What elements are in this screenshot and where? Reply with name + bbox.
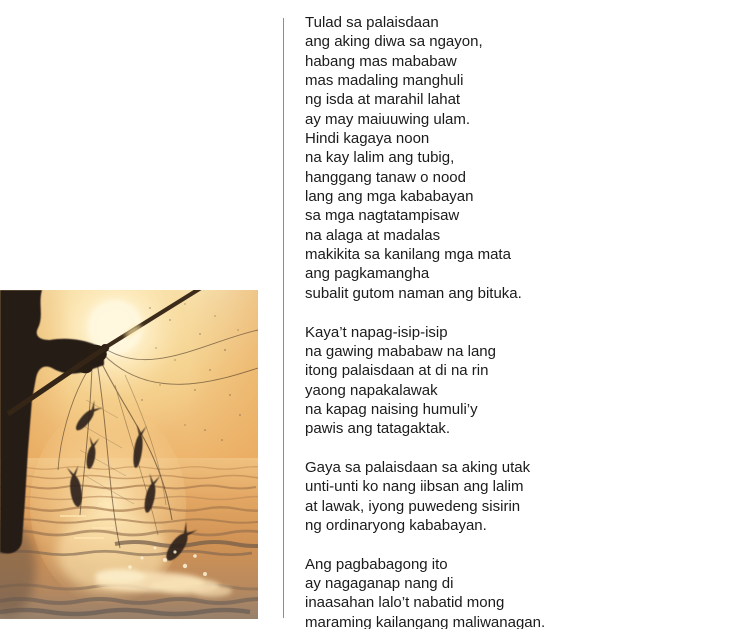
poem-line: subalit gutom naman ang bituka. — [305, 284, 522, 302]
poem-line: na gawing mababaw na lang — [305, 342, 496, 360]
poem-stanza-2 — [305, 323, 725, 439]
fisherman-sunset-photo — [0, 290, 258, 619]
poem-line: ang pagkamangha — [305, 265, 430, 283]
poem-line: unti-unti ko nang iibsan ang lalim — [305, 478, 524, 496]
poem-line: makikita sa kanilang mga mata — [305, 246, 511, 264]
poem-line: na kapag naising humuli’y — [305, 400, 478, 418]
poem-line: maraming kailangang maliwanagan. — [305, 613, 546, 629]
poem-line: ng isda at marahil lahat — [305, 91, 461, 109]
poem-line: mas madaling manghuli — [305, 72, 464, 90]
poem-line: habang mas mababaw — [305, 52, 457, 70]
poem-line: ay may maiuuwing ulam. — [305, 110, 471, 128]
poem-line: ng ordinaryong kababayan. — [305, 516, 487, 534]
poem-line: yaong napakalawak — [305, 381, 438, 399]
poem-stanza-3 — [305, 458, 725, 535]
poem-line: sa mga nagtatampisaw — [305, 207, 460, 225]
poem-stanza-4 — [305, 555, 725, 629]
poem-line: ang aking diwa sa ngayon, — [305, 33, 483, 51]
poem-line: na kay lalim ang tubig, — [305, 149, 455, 167]
poem-text — [305, 13, 725, 629]
poem-line: Tulad sa palaisdaan — [305, 14, 439, 31]
sunset-photo-illustration — [0, 290, 258, 619]
poem-line: ay nagaganap nang di — [305, 574, 454, 592]
poem-stanza-1 — [305, 13, 725, 303]
poem-line: lang ang mga kababayan — [305, 188, 474, 206]
poem-line: na alaga at madalas — [305, 226, 441, 244]
poem-line: hanggang tanaw o nood — [305, 168, 466, 186]
poem-line: pawis ang tatagaktak. — [305, 420, 451, 438]
poem-line: Kaya’t napag-isip-isip — [305, 323, 448, 341]
vertical-divider — [283, 18, 284, 618]
poem-line: Ang pagbabagong ito — [305, 555, 448, 573]
poem-line: at lawak, iyong puwedeng sisirin — [305, 497, 521, 515]
poem-line: Gaya sa palaisdaan sa aking utak — [305, 458, 531, 476]
poem-line: inaasahan lalo’t nabatid mong — [305, 594, 505, 612]
poem-line: Hindi kagaya noon — [305, 130, 430, 148]
poem-line: itong palaisdaan at di na rin — [305, 362, 489, 380]
